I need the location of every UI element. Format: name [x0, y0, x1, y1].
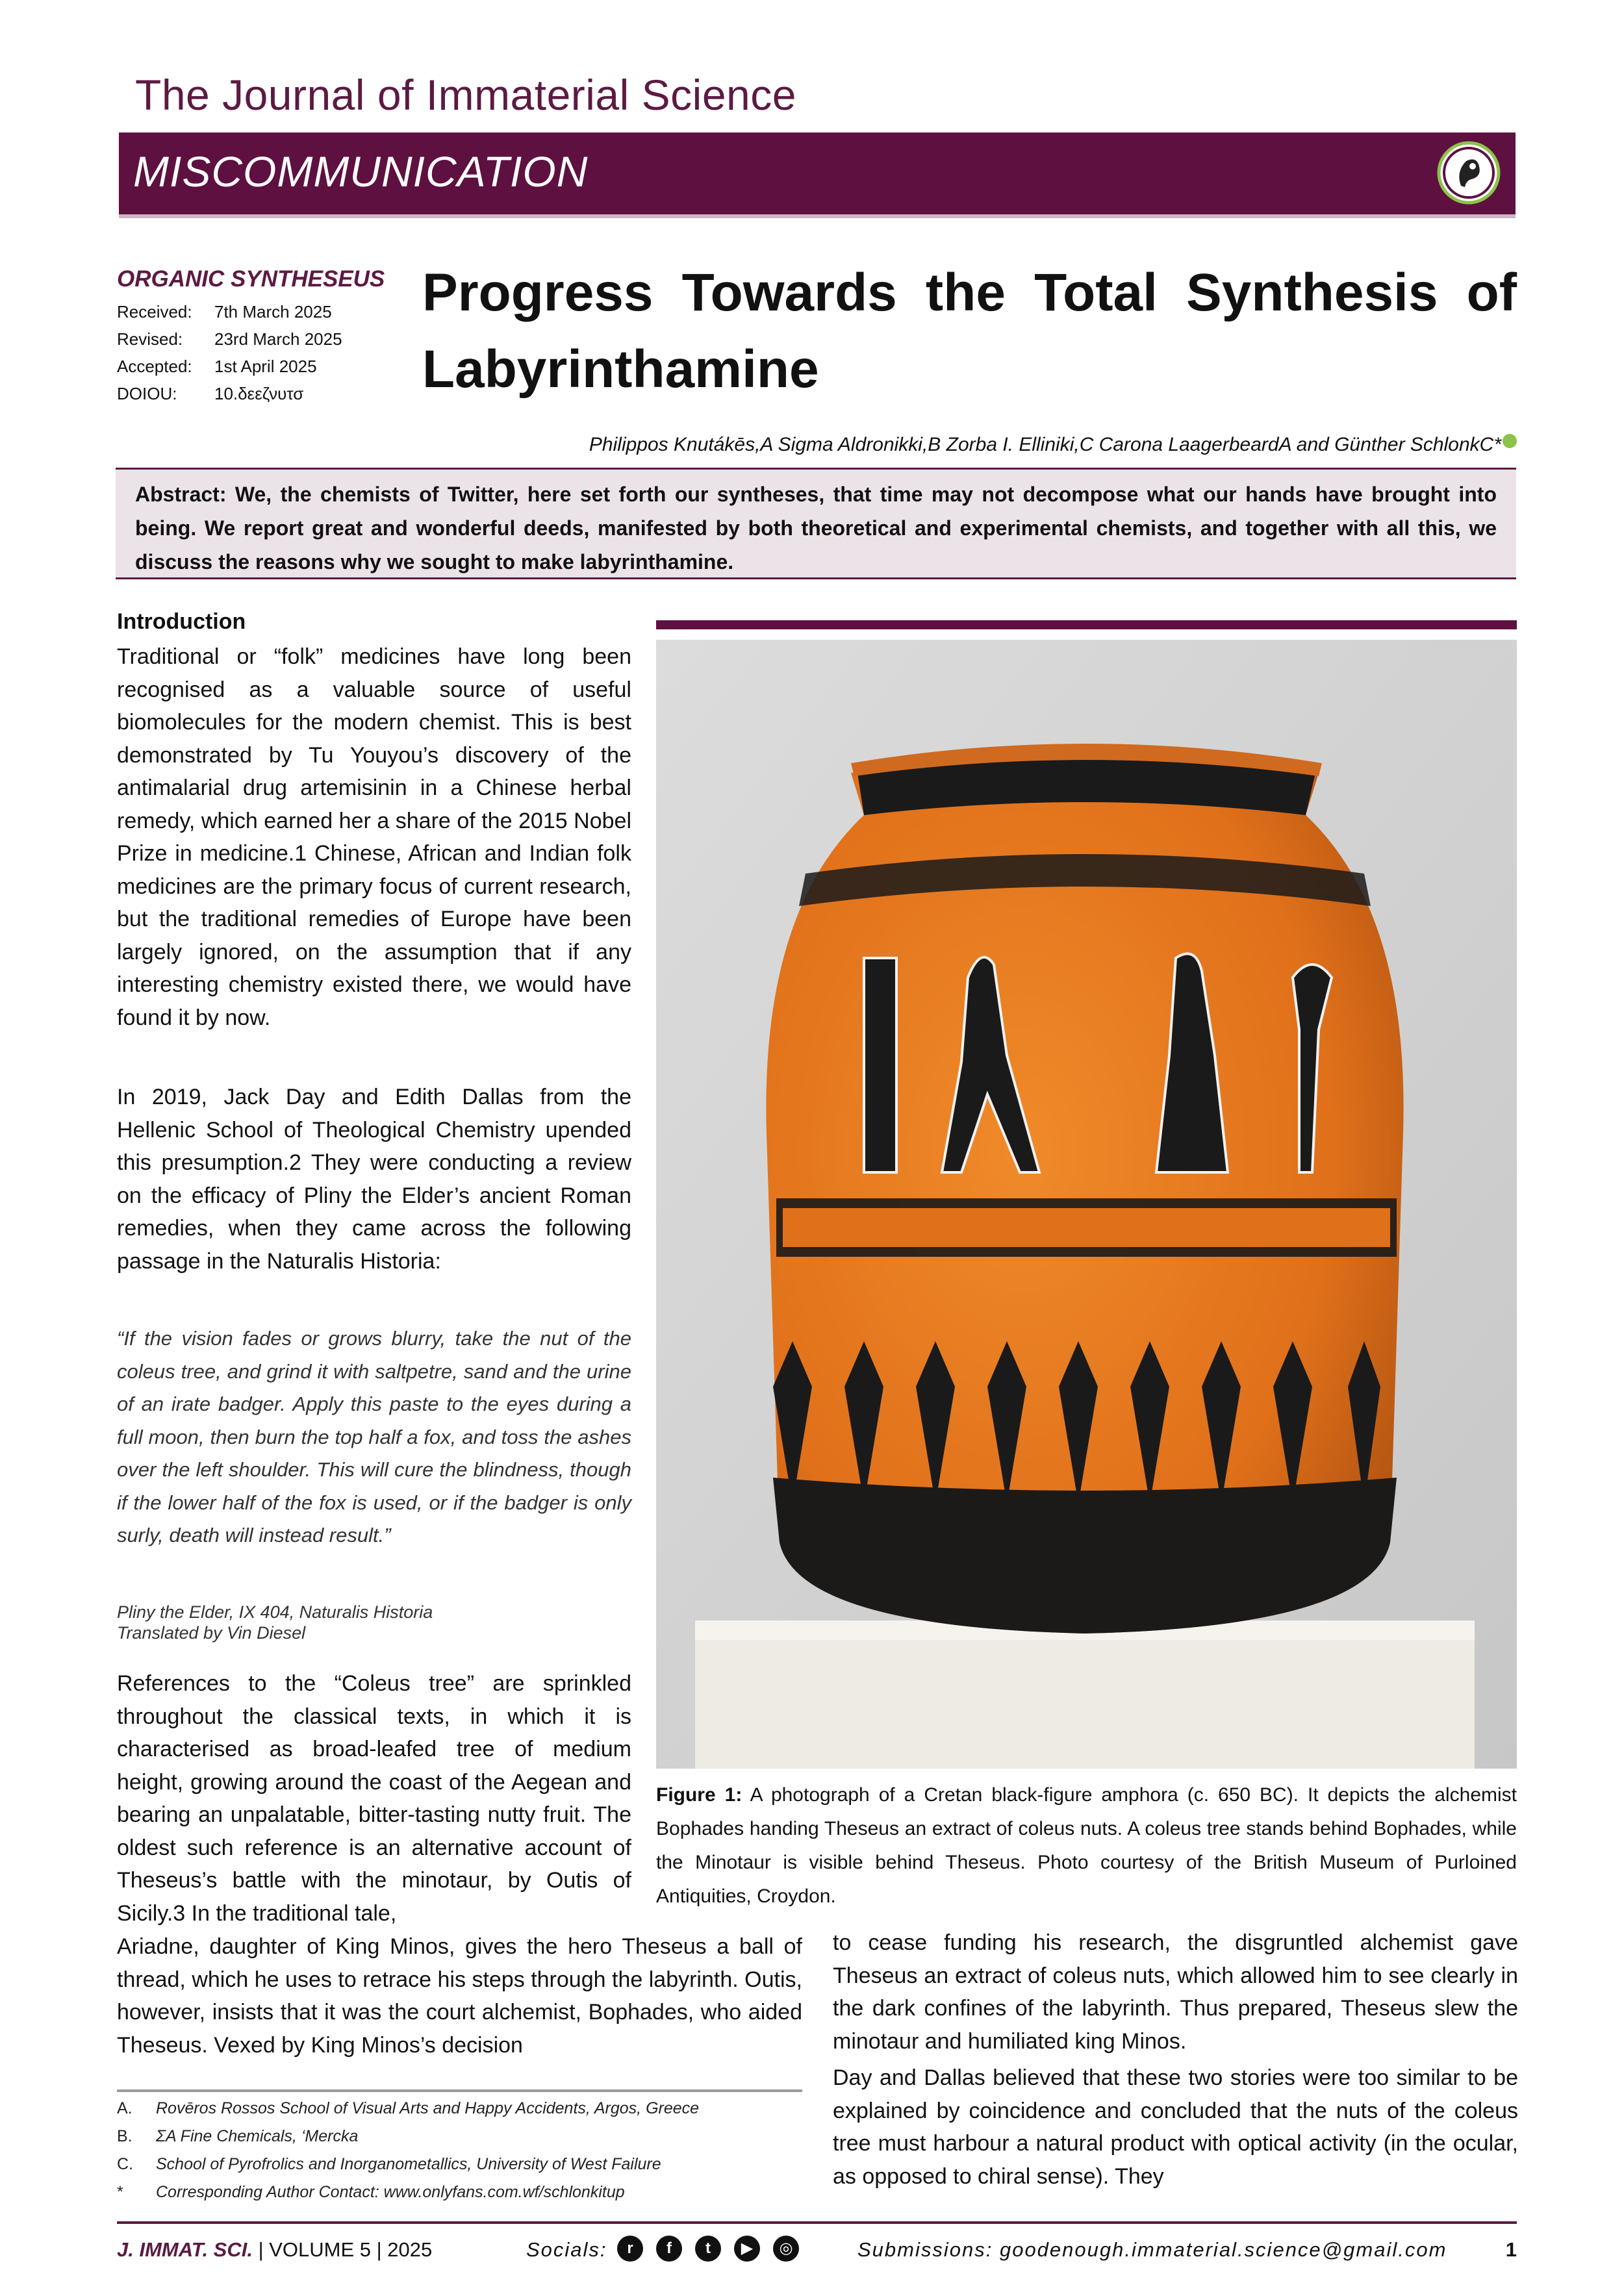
section-label: ORGANIC SYNTHESEUS	[117, 266, 385, 292]
section-banner	[119, 132, 1516, 214]
twitter-icon[interactable]: t	[695, 2236, 721, 2262]
instagram-icon[interactable]: ◎	[773, 2236, 799, 2262]
body-paragraph: Ariadne, daughter of King Minos, gives the hero Theseus a ball of thread, which he uses to retrace his steps through the labyrinth. Outis, however, insists that it was the court alchemist, Bophades, who aided Theseus. Vexed by King Minos’s decision	[117, 1934, 802, 2058]
footer-journal-name: J. IMMAT. SCI.	[117, 2238, 253, 2261]
figure-caption: Figure 1: A photograph of a Cretan black-figure amphora (c. 650 BC). It depicts the alchemist Bophades handing Theseus an extract of coleus nuts. A coleus tree stands behind Bophades, while the Minotaur is visible behind Theseus. Photo courtesy of the British Museum of Purloined Antiquities, Croydon.	[656, 1784, 1517, 1907]
author-list: Philippos Knutákēs,A Sigma Aldronikki,B Zorba I. Elliniki,C Carona LaagerbeardA and Günther SchlonkC*	[589, 434, 1517, 456]
footer-rule	[117, 2221, 1517, 2224]
youtube-icon[interactable]: ▶	[734, 2236, 760, 2262]
body-paragraph: Traditional or “folk” medicines have long been recognised as a valuable source of useful biomolecules for the modern chemist. This is best demonstrated by Tu Youyou’s discovery of the antimalarial drug artemisinin in a Chinese herbal remedy, which earned her a share of the 2015 Nobel Prize in medicine.1 Chinese, African and Indian folk medicines are the primary focus of current research, but the traditional remedies of Europe have been largely ignored, on the assumption that if any interesting chemistry existed there, we would have found it by now.	[117, 644, 631, 1030]
page-number: 1	[1505, 2238, 1517, 2261]
footnote-item: * Corresponding Author Contact: www.onlyfans.com.wf/schlonkitup	[117, 2183, 625, 2201]
journal-logo-icon	[1436, 140, 1501, 205]
orcid-icon[interactable]	[1503, 434, 1517, 448]
figure-top-rule	[656, 620, 1517, 629]
banner-label: MISCOMMUNICATION	[133, 147, 589, 196]
meta-received: Received: 7th March 2025	[117, 302, 332, 322]
journal-title: The Journal of Immaterial Science	[135, 71, 796, 119]
footnote-rule	[117, 2089, 802, 2092]
submissions-email[interactable]: Submissions: goodenough.immaterial.science@gmail.com	[857, 2238, 1447, 2261]
abstract: Abstract: We, the chemists of Twitter, here set forth our syntheses, that time may not decompose what our hands have brought into being. We report great and wonderful deeds, manifested by both theoretical and experimental chemists, and together with all this, we discuss the reasons why we sought to make labyrinthamine.	[116, 468, 1516, 579]
footer-volume: | VOLUME 5 | 2025	[258, 2238, 433, 2261]
meta-accepted: Accepted: 1st April 2025	[117, 357, 317, 376]
block-quote: “If the vision fades or grows blurry, take the nut of the coleus tree, and grind it with saltpetre, sand and the urine of an irate badger. Apply this paste to the eyes during a full moon, then burn the top half a fox, and toss the ashes over the left shoulder. This will cure the blindness, though if the lower half of the fox is used, or if the badger is only surly, death will instead result.”	[117, 1327, 631, 1546]
footnote-item: A. Rovēros Rossos School of Visual Arts and Happy Accidents, Argos, Greece	[117, 2099, 700, 2117]
section-heading-introduction: Introduction	[117, 609, 246, 634]
body-paragraph: References to the “Coleus tree” are sprinkled throughout the classical texts, in which it is characterised as broad-leafed tree of medium height, growing around the coast of the Aegean and bearing an unpalatable, bitter-tasting nutty fruit. The oldest such reference is an alternative account of Theseus’s battle with the minotaur, by Outis of Sicily.3 In the traditional tale,	[117, 1671, 631, 1926]
body-paragraph: to cease funding his research, the disgruntled alchemist gave Theseus an extract of coleus nuts, which allowed him to see clearly in the dark confines of the labyrinth. Thus prepared, Theseus slew the minotaur and humiliated king Minos.	[833, 1930, 1518, 2054]
footnote-item: C. School of Pyrofrolics and Inorganometallics, University of West Failure	[117, 2155, 661, 2173]
footnote-item: B. ΣA Fine Chemicals, ‘Mercka	[117, 2127, 359, 2145]
meta-doi: DOIOU: 10.δεεζνυτσ	[117, 384, 304, 403]
body-paragraph: In 2019, Jack Day and Edith Dallas from the Hellenic School of Theological Chemistry upended this presumption.2 They were conducting a review on the efficacy of Pliny the Elder’s ancient Roman remedies, when they came across the following passage in the Naturalis Historia:	[117, 1085, 631, 1274]
quote-source: Pliny the Elder, IX 404, Naturalis Historia Translated by Vin Diesel	[117, 1602, 433, 1643]
facebook-icon[interactable]: f	[656, 2236, 682, 2262]
body-paragraph: Day and Dallas believed that these two stories were too similar to be explained by coincidence and concluded that the nuts of the coleus tree must harbour a natural product with optical activity (in the ocular, as opposed to chiral sense). They	[833, 2065, 1518, 2189]
reddit-icon[interactable]: r	[617, 2236, 643, 2262]
figure-amphora-photo	[656, 640, 1517, 1769]
article-title: Progress Towards the Total Synthesis of Labyrinthamine	[422, 263, 1517, 399]
socials-label: Socials:	[526, 2238, 607, 2261]
meta-revised: Revised: 23rd March 2025	[117, 329, 342, 349]
page-footer	[117, 2238, 1517, 2271]
